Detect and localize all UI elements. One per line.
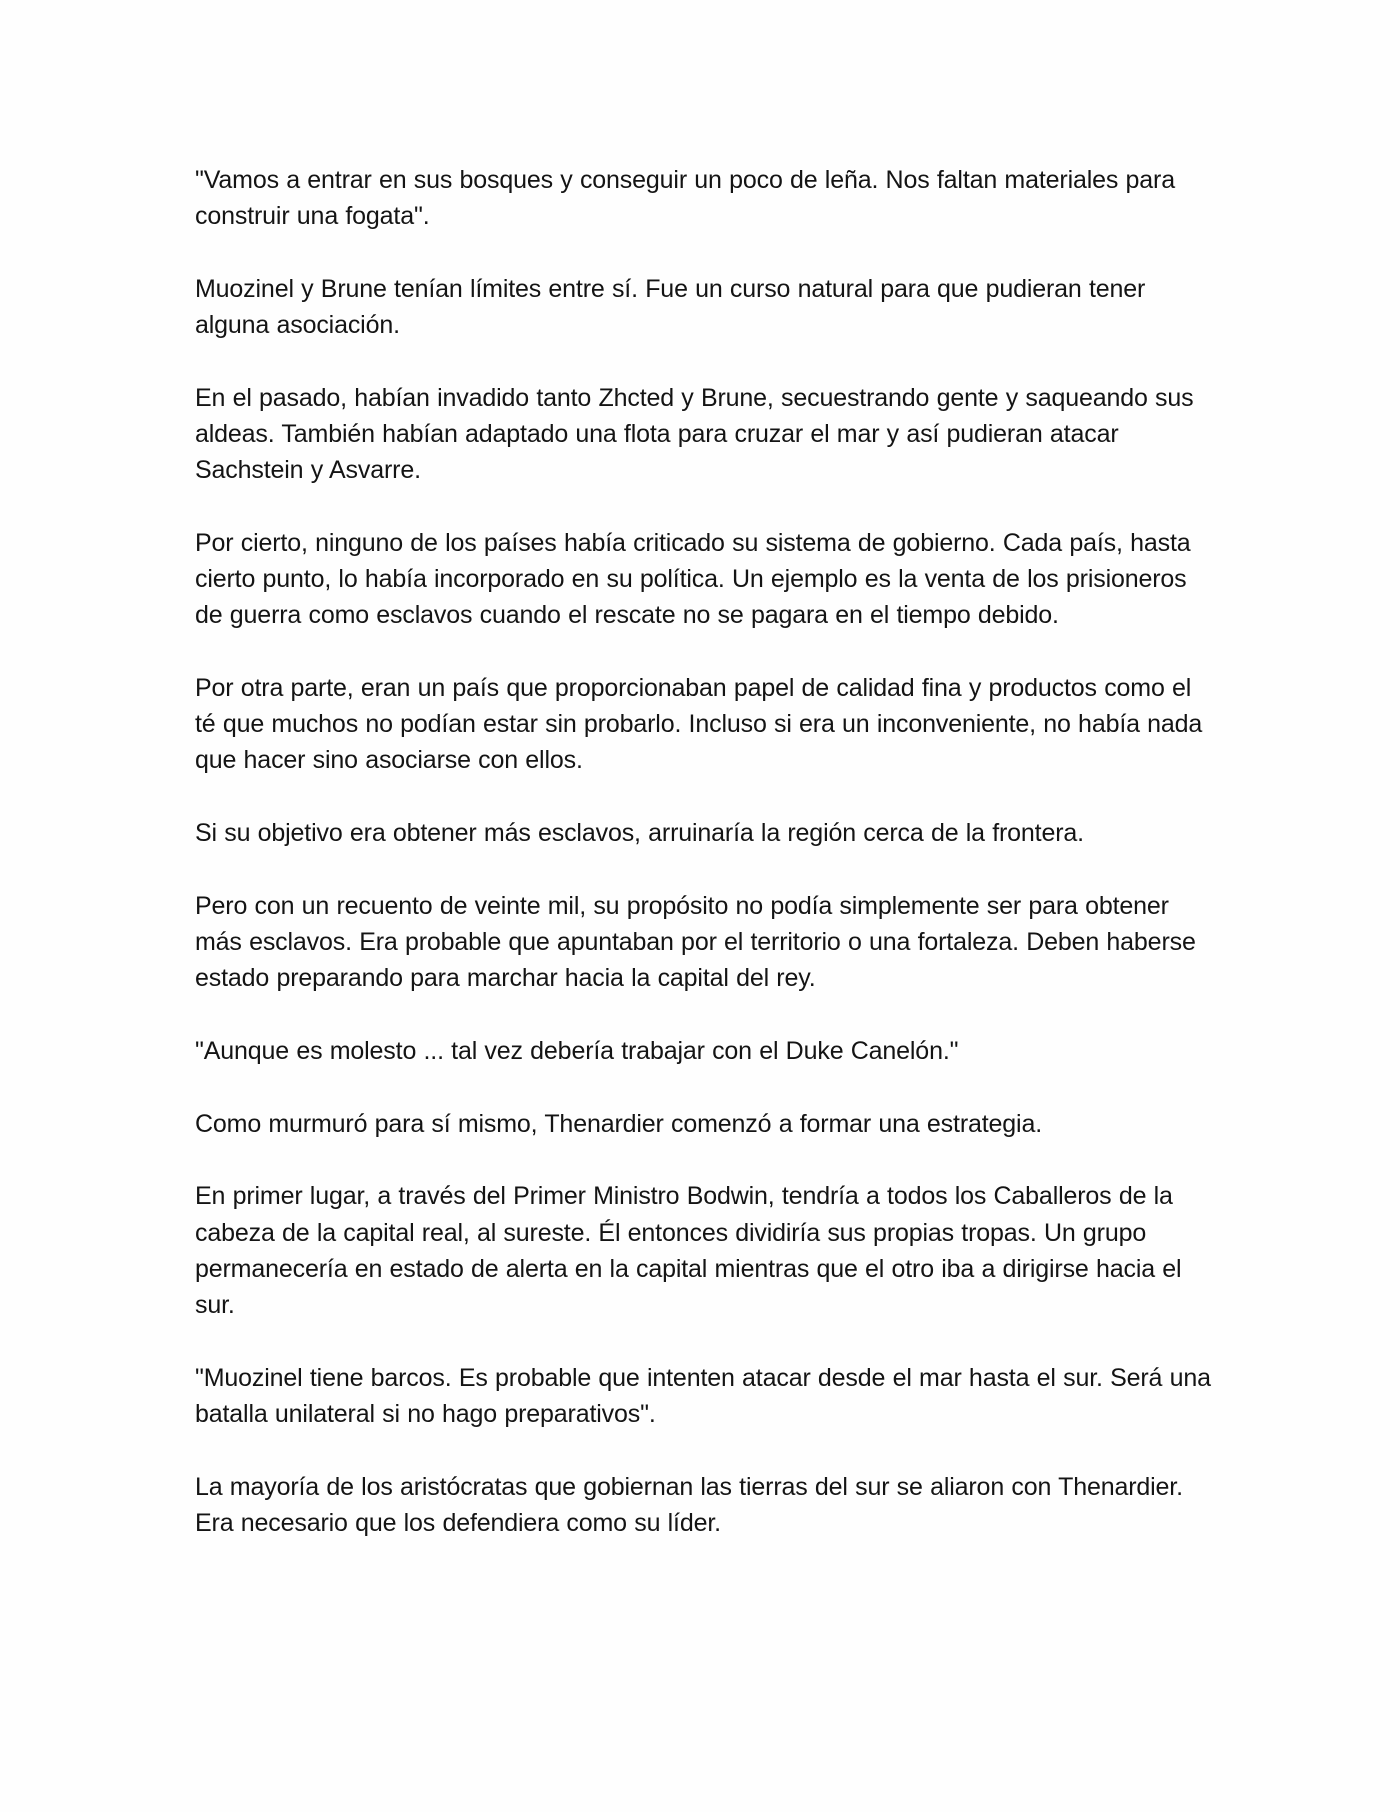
document-body bbox=[195, 162, 1215, 1577]
paragraph: Por cierto, ninguno de los países había criticado su sistema de gobierno. Cada país, hasta cierto punto, lo había incorporado en su política. Un ejemplo es la venta de los prisioneros de guerra como esclavos cuando el rescate no se pagara en el tiempo debido. bbox=[195, 528, 1191, 630]
paragraph: Pero con un recuento de veinte mil, su propósito no podía simplemente ser para obtener más esclavos. Era probable que apuntaban por el territorio o una fortaleza. Deben haberse estado preparando para marchar hacia la capital del rey. bbox=[195, 891, 1196, 993]
paragraph: Como murmuró para sí mismo, Thenardier comenzó a formar una estrategia. bbox=[195, 1109, 1043, 1138]
paragraph: Muozinel y Brune tenían límites entre sí. Fue un curso natural para que pudieran tener alguna asociación. bbox=[195, 274, 1146, 340]
paragraph: Por otra parte, eran un país que proporcionaban papel de calidad fina y productos como el té que muchos no podían estar sin probarlo. Incluso si era un inconveniente, no había nada que hacer sino asociarse con ellos. bbox=[195, 674, 1203, 775]
paragraph: "Vamos a entrar en sus bosques y conseguir un poco de leña. Nos faltan materiales para construir una fogata". bbox=[195, 166, 1175, 231]
paragraph: "Muozinel tiene barcos. Es probable que intenten atacar desde el mar hasta el sur. Será una batalla unilateral si no hago preparativos". bbox=[195, 1363, 1211, 1428]
paragraph: Si su objetivo era obtener más esclavos, arruinaría la región cerca de la frontera. bbox=[195, 819, 1084, 848]
paragraph: La mayoría de los aristócratas que gobiernan las tierras del sur se aliaron con Thenardier. Era necesario que los defendiera como su líder. bbox=[195, 1472, 1183, 1537]
paragraph: "Aunque es molesto ... tal vez debería trabajar con el Duke Canelón." bbox=[195, 1036, 959, 1065]
paragraph: En primer lugar, a través del Primer Ministro Bodwin, tendría a todos los Caballeros de la cabeza de la capital real, al sureste. Él entonces dividiría sus propias tropas. Un grupo permanecería en estado de alerta en la capital mientras que el otro iba a dirigirse hacia el sur. bbox=[195, 1182, 1182, 1319]
paragraph: En el pasado, habían invadido tanto Zhcted y Brune, secuestrando gente y saqueando sus aldeas. También habían adaptado una flota para cruzar el mar y así pudieran atacar Sachstein y Asvarre. bbox=[195, 383, 1194, 485]
